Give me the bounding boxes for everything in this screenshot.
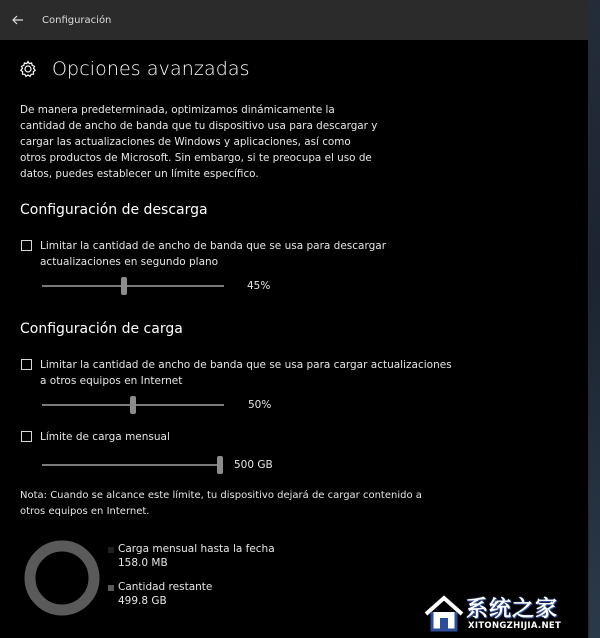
download-limit-checkbox-row[interactable] <box>21 238 460 270</box>
upload-limit-label: Limitar la cantidad de ancho de banda que se usa para cargar actualizaciones a otros equipos en Internet <box>40 359 452 387</box>
download-bandwidth-slider[interactable] <box>42 277 224 295</box>
download-section-title: Configuración de descarga <box>20 202 208 218</box>
window-title: Configuración <box>42 14 112 26</box>
legend-uploaded-label: Carga mensual hasta la fecha <box>118 543 275 555</box>
watermark-text-en: XITONGZHIJIA.NET <box>468 621 562 631</box>
upload-limit-note: Nota: Cuando se alcance este límite, tu dispositivo dejará de cargar contenido a otros equipos en Internet. <box>20 490 422 517</box>
download-limit-label: Limitar la cantidad de ancho de banda que se usa para descargar actualizaciones en segundo plano <box>40 240 387 268</box>
back-button[interactable] <box>0 0 36 40</box>
monthly-limit-checkbox[interactable] <box>21 431 32 442</box>
monthly-limit-label: Límite de carga mensual <box>40 431 170 443</box>
gear-icon <box>18 59 38 79</box>
page-title: Opciones avanzadas <box>52 58 250 80</box>
slider-thumb[interactable] <box>121 277 127 295</box>
slider-thumb[interactable] <box>130 396 136 414</box>
slider-track <box>42 285 224 287</box>
legend-remaining-value: 499.8 GB <box>118 595 167 607</box>
upload-limit-checkbox[interactable] <box>21 359 32 370</box>
upload-slider-value: 50% <box>248 399 272 411</box>
monthly-limit-checkbox-row[interactable] <box>21 429 460 445</box>
upload-section-title: Configuración de carga <box>20 321 183 337</box>
monthly-upload-slider[interactable] <box>42 456 220 474</box>
title-bar <box>0 0 588 40</box>
upload-bandwidth-slider[interactable] <box>42 396 224 414</box>
download-limit-checkbox[interactable] <box>21 240 32 251</box>
slider-thumb[interactable] <box>217 456 223 474</box>
legend-swatch-remaining <box>108 585 114 591</box>
download-slider-value: 45% <box>247 280 271 292</box>
back-arrow-icon <box>12 15 24 25</box>
donut-remaining-ring <box>30 546 94 610</box>
slider-track <box>42 464 220 466</box>
upload-usage-donut <box>24 540 100 616</box>
legend-remaining <box>108 580 212 608</box>
watermark-text-cn: 系统之家 <box>466 597 559 622</box>
page-description: De manera predeterminada, optimizamos dinámicamente la cantidad de ancho de banda que tu dispositivo usa para descargar y cargar las actualizaciones de Windows y aplicaciones, así como otros productos de Microsoft. Sin embargo, si te preocupa el uso de datos, puedes establecer un límite específico. <box>20 104 378 180</box>
legend-swatch-uploaded <box>108 547 114 553</box>
page-header <box>18 58 250 80</box>
legend-uploaded-value: 158.0 MB <box>118 557 168 569</box>
legend-uploaded <box>108 542 275 570</box>
upload-limit-checkbox-row[interactable] <box>21 357 460 389</box>
legend-remaining-label: Cantidad restante <box>118 581 213 593</box>
monthly-slider-value: 500 GB <box>234 459 273 471</box>
